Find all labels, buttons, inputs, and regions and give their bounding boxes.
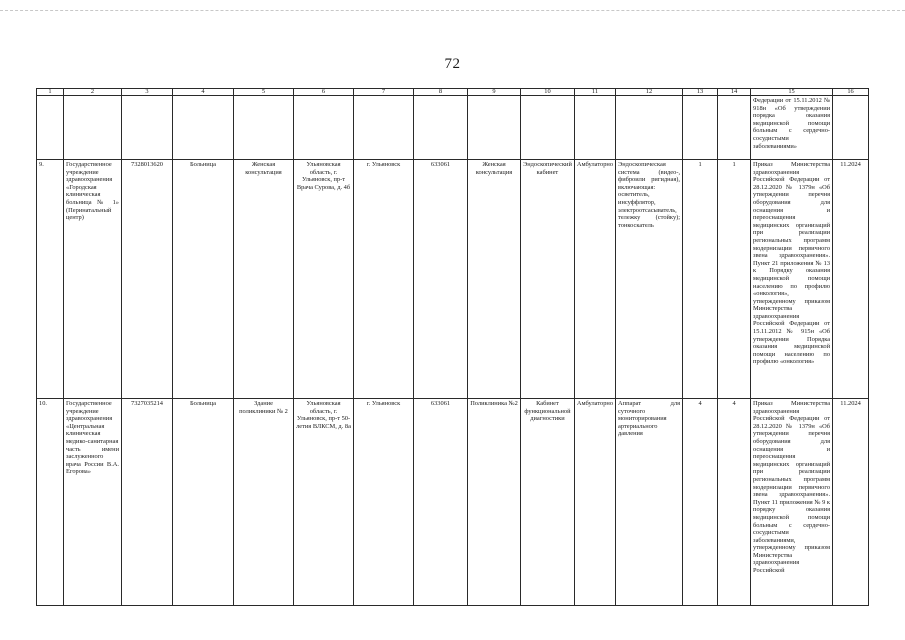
column-header: 8 [414,89,468,96]
address: Ульяновская область, г. Ульяновск, пр-т Врача Сурова, д. 4б [294,160,354,399]
empty-cell [234,96,294,160]
organization-name: Государственное учреждение здравоохранения «Городская клиническая больница № 1» (Перинатальный центр) [64,160,122,399]
legal-basis: Приказ Министерства здравоохранения Российской Федерации от 28.12.2020 № 1379н «Об утверждении перечня оборудования для оснащения и переоснащения медицинских организаций при реализации региональных программ модернизации первичного звена здравоохранения». Пункт 11 приложения № 9 к порядку оказания медицинской помощи больным с сердечно-сосудистыми заболеваниями, утвержденному приказом Министерства здравоохранения Российской [751,399,833,606]
organization-name: Государственное учреждение здравоохранения «Центральная клиническая медико-санитарная часть имени заслуженного врача России В.А. Егорова» [64,399,122,606]
deadline: 11.2024 [833,160,869,399]
column-header: 4 [173,89,234,96]
building-name: Здание поликлиники № 2 [234,399,294,606]
unit-name: Женская консультация [468,160,521,399]
empty-cell [574,96,615,160]
postal-code: 633061 [414,399,468,606]
empty-cell [521,96,575,160]
city: г. Ульяновск [354,160,414,399]
empty-cell [354,96,414,160]
column-header: 15 [751,89,833,96]
page-number: 72 [444,56,461,72]
equipment-name: Эндоскопическая система (видео-, фиброили ригидная), включающая: осветитель, инсуффлятор, электроотсасыватель, тележку (стойку); тонкоскатель [616,160,683,399]
empty-cell [294,96,354,160]
room-name: Эндоскопический кабинет [521,160,575,399]
care-form: Амбулаторно [574,399,615,606]
empty-cell [718,96,751,160]
empty-cell [468,96,521,160]
deadline: 11.2024 [833,399,869,606]
column-header: 14 [718,89,751,96]
column-header: 10 [521,89,575,96]
column-header: 9 [468,89,521,96]
room-name: Кабинет функциональной диагностики [521,399,575,606]
legal-basis: Приказ Министерства здравоохранения Российской Федерации от 28.12.2020 № 1379н «Об утверждении перечня оборудования для оснащения и переоснащения медицинских организаций при реализации региональных программ модернизации первичного звена здравоохранения». Пункт 21 приложения № 13 к Порядку оказания медицинской помощи населению по профилю «онкология», утвержденному приказом Министерства здравоохранения Российской Федерации от 15.11.2012 № 915н «Об утверждении Порядка оказания медицинской помощи населению по профилю «онкология» [751,160,833,399]
empty-cell [833,96,869,160]
quantity-planned: 4 [718,399,751,606]
empty-cell [173,96,234,160]
care-form: Амбулаторно [574,160,615,399]
quantity-planned: 1 [718,160,751,399]
building-name: Женская консультация [234,160,294,399]
empty-cell [64,96,122,160]
institution-type: Больница [173,399,234,606]
equipment-name: Аппарат для суточного мониторирования артериального давления [616,399,683,606]
table-row [37,399,869,606]
column-header: 11 [574,89,615,96]
quantity: 4 [683,399,718,606]
empty-cell [414,96,468,160]
column-header: 2 [64,89,122,96]
unit-name: Поликлиника №2 [468,399,521,606]
scan-edge-line [0,10,905,11]
inn: 7327035214 [122,399,173,606]
institution-type: Больница [173,160,234,399]
row-number: 9. [37,160,64,399]
city: г. Ульяновск [354,399,414,606]
column-header: 5 [234,89,294,96]
column-header: 12 [616,89,683,96]
inn: 7328013620 [122,160,173,399]
continuation-row [37,96,869,160]
empty-cell [616,96,683,160]
postal-code: 633061 [414,160,468,399]
column-header: 6 [294,89,354,96]
empty-cell [37,96,64,160]
equipment-register-table [36,88,869,606]
column-header: 1 [37,89,64,96]
column-header: 16 [833,89,869,96]
table-row [37,160,869,399]
column-header: 7 [354,89,414,96]
legal-basis-continuation: Федерации от 15.11.2012 № 918н «Об утверждении порядка оказания медицинской помощи больным с сердечно-сосудистыми заболеваниями» [751,96,833,160]
quantity: 1 [683,160,718,399]
column-header: 3 [122,89,173,96]
column-header: 13 [683,89,718,96]
address: Ульяновская область, г. Ульяновск, пр-т 50-летия ВЛКСМ, д. 8а [294,399,354,606]
empty-cell [683,96,718,160]
empty-cell [122,96,173,160]
column-number-row [37,89,869,96]
row-number: 10. [37,399,64,606]
